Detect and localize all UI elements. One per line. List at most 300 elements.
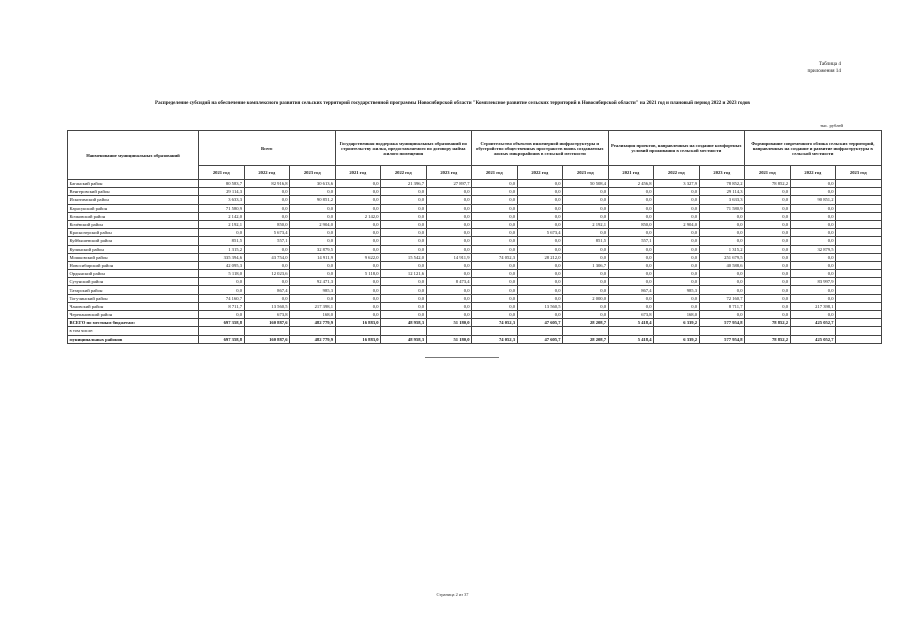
- value-cell: 0,0: [608, 253, 654, 261]
- value-cell: 0,0: [790, 261, 836, 269]
- value-cell: 15 542,0: [381, 253, 427, 261]
- table-row: [68, 220, 882, 228]
- value-cell: [335, 327, 381, 335]
- value-cell: 850,0: [244, 220, 290, 228]
- table-row: [68, 196, 882, 204]
- group-header-comfort-projects: Реализация проектов, направленных на создание комфортных условий проживания в сельской местности: [608, 131, 745, 166]
- value-cell: 2 456,8: [608, 180, 654, 188]
- municipality-name: Новосибирский район: [68, 261, 199, 269]
- value-cell: [836, 188, 882, 196]
- municipality-name: Куйбышевский район: [68, 237, 199, 245]
- value-cell: 2 142,0: [335, 212, 381, 220]
- value-cell: 0,0: [290, 237, 336, 245]
- table-row: [68, 302, 882, 310]
- value-cell: 0,0: [517, 212, 563, 220]
- table-row: [68, 286, 882, 294]
- value-cell: 0,0: [608, 196, 654, 204]
- value-cell: 0,0: [244, 188, 290, 196]
- table-row: [68, 311, 882, 319]
- value-cell: 985,3: [290, 286, 336, 294]
- value-cell: [836, 335, 882, 343]
- value-cell: 0,0: [745, 278, 791, 286]
- value-cell: 0,0: [563, 245, 609, 253]
- value-cell: 2 142,0: [199, 212, 245, 220]
- value-cell: 0,0: [290, 204, 336, 212]
- municipality-name: Баганский район: [68, 180, 199, 188]
- value-cell: 0,0: [699, 220, 745, 228]
- value-cell: [836, 311, 882, 319]
- municipality-name: Ордынский район: [68, 270, 199, 278]
- value-cell: 0,0: [563, 204, 609, 212]
- value-cell: [199, 327, 245, 335]
- value-cell: 0,0: [608, 204, 654, 212]
- table-row: [68, 212, 882, 220]
- value-cell: 0,0: [244, 278, 290, 286]
- value-cell: 28 208,7: [563, 335, 609, 343]
- value-cell: 0,0: [608, 188, 654, 196]
- value-cell: [836, 204, 882, 212]
- value-cell: 0,0: [745, 229, 791, 237]
- value-cell: 0,0: [745, 212, 791, 220]
- value-cell: 3 633,3: [199, 196, 245, 204]
- value-cell: 2 192,1: [199, 220, 245, 228]
- municipality-name: в том числе:: [68, 327, 199, 335]
- value-cell: 0,0: [381, 278, 427, 286]
- value-cell: 0,0: [608, 261, 654, 269]
- value-cell: 0,0: [654, 188, 700, 196]
- municipality-name: ВСЕГО по местным бюджетам:: [68, 319, 199, 327]
- value-cell: 0,0: [244, 261, 290, 269]
- value-cell: 80 583,7: [199, 180, 245, 188]
- value-cell: 0,0: [563, 270, 609, 278]
- value-cell: 0,0: [745, 204, 791, 212]
- value-cell: 851,5: [199, 237, 245, 245]
- value-cell: 0,0: [654, 294, 700, 302]
- municipality-name: Купинский район: [68, 245, 199, 253]
- value-cell: 0,0: [745, 188, 791, 196]
- value-cell: 0,0: [381, 196, 427, 204]
- value-cell: 0,0: [335, 220, 381, 228]
- value-cell: [517, 327, 563, 335]
- value-cell: 5 673,4: [244, 229, 290, 237]
- year-header: 2021 год: [199, 166, 245, 180]
- value-cell: 0,0: [426, 188, 472, 196]
- value-cell: 0,0: [199, 286, 245, 294]
- value-cell: 0,0: [608, 212, 654, 220]
- value-cell: 577 954,8: [699, 335, 745, 343]
- value-cell: 0,0: [381, 204, 427, 212]
- year-header: 2021 год: [335, 166, 381, 180]
- value-cell: 0,0: [335, 278, 381, 286]
- value-cell: 32 879,5: [290, 245, 336, 253]
- table-row: [68, 270, 882, 278]
- value-cell: 72 160,7: [699, 294, 745, 302]
- value-cell: 29 114,3: [199, 188, 245, 196]
- value-cell: 0,0: [335, 229, 381, 237]
- value-cell: 0,0: [517, 204, 563, 212]
- value-cell: 335 394,6: [199, 253, 245, 261]
- value-cell: [745, 327, 791, 335]
- municipality-name: Венгеровский район: [68, 188, 199, 196]
- value-cell: 16 883,0: [335, 319, 381, 327]
- value-cell: 0,0: [790, 180, 836, 188]
- value-cell: 0,0: [790, 212, 836, 220]
- value-cell: 0,0: [335, 311, 381, 319]
- value-cell: 0,0: [563, 253, 609, 261]
- municipality-name: Кочковский район: [68, 212, 199, 220]
- value-cell: 5 673,4: [517, 229, 563, 237]
- value-cell: 867,4: [608, 286, 654, 294]
- value-cell: 0,0: [608, 229, 654, 237]
- year-header: 2023 год: [563, 166, 609, 180]
- value-cell: 32 879,5: [790, 245, 836, 253]
- value-cell: 0,0: [472, 278, 518, 286]
- value-cell: 40 588,6: [699, 261, 745, 269]
- table-row: [68, 294, 882, 302]
- value-cell: 13 560,5: [517, 302, 563, 310]
- footnote-divider: [425, 357, 499, 358]
- municipality-name: Чановский район: [68, 302, 199, 310]
- value-cell: 0,0: [517, 220, 563, 228]
- value-cell: [836, 302, 882, 310]
- value-cell: [290, 327, 336, 335]
- value-cell: [699, 327, 745, 335]
- value-cell: 0,0: [517, 188, 563, 196]
- value-cell: 0,0: [745, 237, 791, 245]
- value-cell: 0,0: [745, 286, 791, 294]
- year-header: 2022 год: [381, 166, 427, 180]
- value-cell: 51 180,0: [426, 335, 472, 343]
- value-cell: 0,0: [426, 270, 472, 278]
- municipality-column-header: Наименование муниципальных образований: [68, 131, 199, 180]
- subsidy-table: [67, 130, 882, 344]
- value-cell: 0,0: [563, 196, 609, 204]
- group-header-modern-image: Формирование современного облика сельских территорий, направленных на создание и развитие инфраструктуры в сельской местности: [745, 131, 882, 166]
- value-cell: 482 779,9: [290, 335, 336, 343]
- value-cell: [836, 245, 882, 253]
- value-cell: 0,0: [381, 261, 427, 269]
- value-cell: 0,0: [745, 302, 791, 310]
- value-cell: [836, 319, 882, 327]
- value-cell: 0,0: [335, 180, 381, 188]
- value-cell: 2 000,0: [563, 294, 609, 302]
- value-cell: 577 954,8: [699, 319, 745, 327]
- value-cell: [836, 278, 882, 286]
- value-cell: 217 398,1: [790, 302, 836, 310]
- value-cell: 0,0: [517, 294, 563, 302]
- value-cell: 0,0: [699, 286, 745, 294]
- value-cell: 0,0: [381, 212, 427, 220]
- value-cell: 0,0: [790, 220, 836, 228]
- value-cell: 0,0: [790, 229, 836, 237]
- value-cell: [836, 220, 882, 228]
- year-header: 2023 год: [699, 166, 745, 180]
- value-cell: 0,0: [290, 294, 336, 302]
- value-cell: 557,1: [608, 237, 654, 245]
- value-cell: 47 605,7: [517, 319, 563, 327]
- municipality-name: Карасукский район: [68, 204, 199, 212]
- value-cell: 12 121,6: [381, 270, 427, 278]
- value-cell: 0,0: [426, 229, 472, 237]
- year-header: 2022 год: [244, 166, 290, 180]
- value-cell: 0,0: [563, 278, 609, 286]
- value-cell: 0,0: [517, 311, 563, 319]
- value-cell: 0,0: [426, 311, 472, 319]
- value-cell: 0,0: [381, 188, 427, 196]
- value-cell: [836, 196, 882, 204]
- value-cell: 1 306,7: [563, 261, 609, 269]
- value-cell: 78 852,2: [745, 335, 791, 343]
- value-cell: 47 605,7: [517, 335, 563, 343]
- value-cell: 29 114,3: [699, 188, 745, 196]
- value-cell: 0,0: [290, 212, 336, 220]
- value-cell: 5 118,0: [335, 270, 381, 278]
- value-cell: 0,0: [335, 286, 381, 294]
- value-cell: 74 052,3: [472, 335, 518, 343]
- value-cell: 0,0: [381, 237, 427, 245]
- value-cell: 168,0: [654, 311, 700, 319]
- value-cell: 42 095,3: [199, 261, 245, 269]
- year-header: 2022 год: [790, 166, 836, 180]
- value-cell: 0,0: [472, 245, 518, 253]
- table-row: [68, 278, 882, 286]
- value-cell: 0,0: [608, 245, 654, 253]
- value-cell: 0,0: [472, 261, 518, 269]
- value-cell: 2 192,1: [563, 220, 609, 228]
- value-cell: 0,0: [290, 188, 336, 196]
- value-cell: 0,0: [472, 237, 518, 245]
- value-cell: 160 887,6: [244, 319, 290, 327]
- value-cell: 867,4: [244, 286, 290, 294]
- value-cell: 0,0: [244, 294, 290, 302]
- value-cell: 43 754,0: [244, 253, 290, 261]
- value-cell: 12 023,6: [244, 270, 290, 278]
- value-cell: 0,0: [745, 261, 791, 269]
- value-cell: 482 779,9: [290, 319, 336, 327]
- value-cell: 74 052,3: [472, 253, 518, 261]
- value-cell: 78 852,2: [699, 180, 745, 188]
- including-row: [68, 327, 882, 335]
- municipality-name: Кочёвский район: [68, 220, 199, 228]
- year-header: 2023 год: [836, 166, 882, 180]
- value-cell: 673,8: [608, 311, 654, 319]
- document-title: Распределение субсидий на обеспечение комплексного развития сельских территорий государственной программы Новосибирской области "Комплексное развитие сельских территорий в Новосибирской области" на 2021 год и плановый период 2022 и 2023 годов: [155, 101, 750, 106]
- value-cell: [563, 327, 609, 335]
- value-cell: 0,0: [563, 229, 609, 237]
- value-cell: 0,0: [745, 196, 791, 204]
- appendix-label: приложения 14: [807, 68, 841, 74]
- value-cell: 0,0: [654, 253, 700, 261]
- value-cell: 0,0: [199, 311, 245, 319]
- value-cell: 74 052,3: [472, 319, 518, 327]
- value-cell: 83 997,9: [790, 278, 836, 286]
- value-cell: 0,0: [472, 286, 518, 294]
- value-cell: 0,0: [290, 270, 336, 278]
- value-cell: 82 916,8: [244, 180, 290, 188]
- value-cell: 0,0: [654, 229, 700, 237]
- value-cell: 5 418,4: [608, 319, 654, 327]
- value-cell: 0,0: [244, 204, 290, 212]
- value-cell: 50 508,4: [563, 180, 609, 188]
- value-cell: 9 622,0: [335, 253, 381, 261]
- value-cell: 0,0: [381, 220, 427, 228]
- value-cell: 1 315,2: [699, 245, 745, 253]
- value-cell: [836, 237, 882, 245]
- units-label: тыс. рублей: [820, 123, 843, 128]
- year-header: 2021 год: [745, 166, 791, 180]
- table-row: [68, 204, 882, 212]
- document-reference: [808, 61, 841, 75]
- value-cell: 0,0: [699, 212, 745, 220]
- value-cell: 0,0: [335, 245, 381, 253]
- value-cell: 16 883,0: [335, 335, 381, 343]
- value-cell: 0,0: [608, 278, 654, 286]
- table-row: [68, 188, 882, 196]
- value-cell: 0,0: [381, 229, 427, 237]
- value-cell: 48 958,3: [381, 319, 427, 327]
- value-cell: 0,0: [745, 270, 791, 278]
- value-cell: 0,0: [517, 237, 563, 245]
- table-row: [68, 261, 882, 269]
- value-cell: 0,0: [517, 270, 563, 278]
- value-cell: 5 418,4: [608, 335, 654, 343]
- value-cell: 30 613,6: [290, 180, 336, 188]
- value-cell: [790, 327, 836, 335]
- municipality-name: Искитимский район: [68, 196, 199, 204]
- value-cell: 92 471,3: [290, 278, 336, 286]
- value-cell: 0,0: [517, 278, 563, 286]
- value-cell: 0,0: [654, 196, 700, 204]
- value-cell: 0,0: [654, 204, 700, 212]
- value-cell: 5 118,0: [199, 270, 245, 278]
- value-cell: 0,0: [563, 286, 609, 294]
- value-cell: 0,0: [426, 294, 472, 302]
- value-cell: 0,0: [517, 180, 563, 188]
- value-cell: [472, 327, 518, 335]
- value-cell: [654, 327, 700, 335]
- value-cell: 0,0: [699, 270, 745, 278]
- value-cell: 0,0: [426, 286, 472, 294]
- value-cell: 0,0: [199, 229, 245, 237]
- value-cell: 0,0: [699, 278, 745, 286]
- value-cell: 0,0: [790, 270, 836, 278]
- year-header: 2022 год: [517, 166, 563, 180]
- value-cell: 0,0: [426, 302, 472, 310]
- value-cell: 0,0: [290, 229, 336, 237]
- value-cell: 27 897,7: [426, 180, 472, 188]
- value-cell: [836, 253, 882, 261]
- value-cell: 0,0: [654, 261, 700, 269]
- value-cell: 851,5: [563, 237, 609, 245]
- page-number: Страница 2 из 37: [436, 592, 469, 597]
- value-cell: 6 339,2: [654, 319, 700, 327]
- value-cell: 0,0: [335, 302, 381, 310]
- value-cell: 0,0: [699, 229, 745, 237]
- value-cell: 0,0: [563, 302, 609, 310]
- value-cell: [836, 212, 882, 220]
- municipality-name: Краснозерский район: [68, 229, 199, 237]
- value-cell: 0,0: [199, 278, 245, 286]
- municipality-name: муниципальных районов: [68, 335, 199, 343]
- value-cell: 0,0: [381, 245, 427, 253]
- value-cell: 0,0: [654, 270, 700, 278]
- group-header-housing: Государственная поддержка муниципальных образований по строительству жилья, предоставляемого по договору найма жилого помещения: [335, 131, 472, 166]
- value-cell: 0,0: [335, 237, 381, 245]
- municipality-name: Татарский район: [68, 286, 199, 294]
- value-cell: 0,0: [790, 237, 836, 245]
- value-cell: [836, 261, 882, 269]
- value-cell: 0,0: [654, 302, 700, 310]
- value-cell: 2 904,0: [654, 220, 700, 228]
- value-cell: 0,0: [517, 286, 563, 294]
- value-cell: 0,0: [426, 204, 472, 212]
- value-cell: 0,0: [745, 311, 791, 319]
- value-cell: 2 904,0: [290, 220, 336, 228]
- value-cell: 90 851,2: [290, 196, 336, 204]
- value-cell: 28 208,7: [563, 319, 609, 327]
- value-cell: [836, 270, 882, 278]
- value-cell: 0,0: [472, 229, 518, 237]
- value-cell: 14 911,9: [290, 253, 336, 261]
- value-cell: 0,0: [244, 245, 290, 253]
- value-cell: 0,0: [472, 204, 518, 212]
- value-cell: 0,0: [335, 204, 381, 212]
- value-cell: 0,0: [472, 180, 518, 188]
- value-cell: 71 580,9: [699, 204, 745, 212]
- value-cell: 0,0: [472, 270, 518, 278]
- value-cell: 0,0: [745, 220, 791, 228]
- municipal-total-row: [68, 335, 882, 343]
- table-row: [68, 237, 882, 245]
- value-cell: 78 852,2: [745, 319, 791, 327]
- value-cell: 697 358,8: [199, 335, 245, 343]
- table-number-label: Таблица 4: [818, 61, 841, 67]
- value-cell: 0,0: [745, 294, 791, 302]
- value-cell: 0,0: [472, 220, 518, 228]
- value-cell: [608, 327, 654, 335]
- table-row: [68, 245, 882, 253]
- value-cell: 0,0: [472, 212, 518, 220]
- value-cell: 985,3: [654, 286, 700, 294]
- value-cell: 14 911,9: [426, 253, 472, 261]
- value-cell: 0,0: [381, 302, 427, 310]
- year-header: 2021 год: [608, 166, 654, 180]
- value-cell: 0,0: [608, 302, 654, 310]
- group-header-total: Всего: [199, 131, 336, 166]
- value-cell: 0,0: [381, 311, 427, 319]
- year-header: 2022 год: [654, 166, 700, 180]
- value-cell: 0,0: [426, 220, 472, 228]
- municipality-name: Черепановский район: [68, 311, 199, 319]
- value-cell: 0,0: [699, 237, 745, 245]
- value-cell: 0,0: [426, 245, 472, 253]
- value-cell: 0,0: [426, 196, 472, 204]
- value-cell: 3 327,9: [654, 180, 700, 188]
- value-cell: 0,0: [790, 188, 836, 196]
- value-cell: 90 851,2: [790, 196, 836, 204]
- value-cell: [836, 229, 882, 237]
- value-cell: 0,0: [472, 311, 518, 319]
- value-cell: 251 679,5: [699, 253, 745, 261]
- value-cell: [426, 327, 472, 335]
- value-cell: 0,0: [654, 212, 700, 220]
- value-cell: [836, 286, 882, 294]
- value-cell: 0,0: [654, 237, 700, 245]
- value-cell: 0,0: [335, 294, 381, 302]
- value-cell: 850,0: [608, 220, 654, 228]
- value-cell: 0,0: [563, 188, 609, 196]
- value-cell: 0,0: [517, 245, 563, 253]
